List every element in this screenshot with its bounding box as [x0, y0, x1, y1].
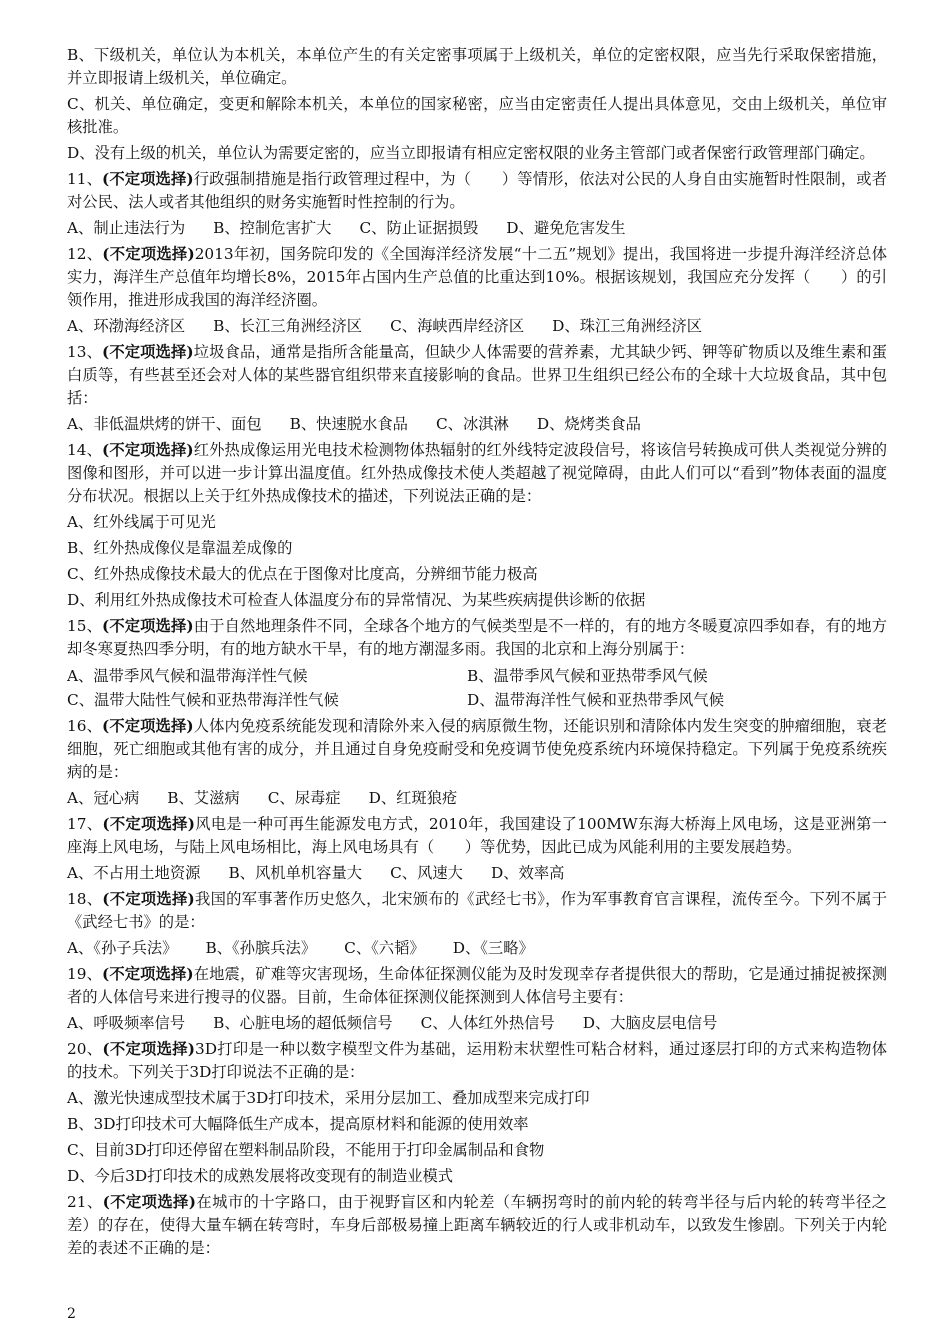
question-number: 18、	[67, 890, 103, 908]
question-type-tag: (不定项选择)	[102, 1040, 196, 1058]
option-b: B、《孙膑兵法》	[205, 939, 317, 957]
question-type-tag: (不定项选择)	[101, 343, 194, 361]
question-17	[67, 813, 887, 859]
question-text: 人体内免疫系统能发现和清除外来入侵的病原微生物，还能识别和清除体内发生突变的肿瘤细胞，衰老细胞，死亡细胞或其他有害的成分，并且通过自身免疫耐受和免疫调节使免疫系统内环境保持稳定。下列属于免疫系统疾病的是：	[67, 717, 887, 781]
option-d: D、珠江三角洲经济区	[552, 317, 703, 335]
option-c: C、温带大陆性气候和亚热带海洋性气候	[67, 691, 339, 709]
question-11	[67, 168, 887, 214]
option-d: D、红斑狼疮	[368, 789, 458, 807]
option-c: C、红外热成像技术最大的优点在于图像对比度高，分辨细节能力极高	[67, 565, 538, 583]
option-a: A、不占用土地资源	[67, 864, 201, 882]
option-d: D、温带海洋性气候和亚热带季风气候	[467, 691, 725, 709]
question-11-options	[67, 217, 887, 240]
question-text: 2013年初，国务院印发的《全国海洋经济发展“十二五”规划》提出，我国将进一步提升海洋经济总体实力，海洋生产总值年均增长8%，2015年占国内生产总值的比重达到10%。根据该规划，我国应充分发挥（ ）的引领作用，推进形成我国的海洋经济圈。	[67, 245, 887, 309]
question-text: 3D打印是一种以数字模型文件为基础，运用粉末状塑性可粘合材料，通过逐层打印的方式来构造物体的技术。下列关于3D打印说法不正确的是：	[67, 1040, 888, 1081]
option-b: B、心脏电场的超低频信号	[213, 1014, 393, 1032]
question-type-tag: (不定项选择)	[101, 617, 194, 635]
question-type-tag: (不定项选择)	[101, 170, 194, 188]
option-b: B、红外热成像仪是靠温差成像的	[67, 539, 293, 557]
option-a: A、温带季风气候和温带海洋性气候	[67, 667, 308, 685]
question-14	[67, 439, 887, 508]
option-a: A、环渤海经济区	[67, 317, 186, 335]
question-type-tag: (不定项选择)	[101, 965, 194, 983]
question-number: 14、	[67, 441, 102, 459]
question-19-options	[67, 1012, 887, 1035]
option-a: A、激光快速成型技术属于3D打印技术，采用分层加工、叠加成型来完成打印	[67, 1089, 590, 1107]
option-c: C、风速大	[390, 864, 463, 882]
option-d: D、今后3D打印技术的成熟发展将改变现有的制造业模式	[67, 1167, 454, 1185]
option-c: C、人体红外热信号	[420, 1014, 555, 1032]
question-15-options	[67, 664, 887, 712]
question-12-options	[67, 315, 887, 338]
option-d: D、效率高	[490, 864, 565, 882]
option-c: C、冰淇淋	[435, 415, 509, 433]
question-number: 21、	[67, 1193, 103, 1211]
question-type-tag: (不定项选择)	[102, 890, 195, 908]
question-type-tag: (不定项选择)	[101, 717, 194, 735]
question-type-tag: (不定项选择)	[101, 441, 194, 459]
question-type-tag: (不定项选择)	[102, 1193, 196, 1211]
option-b: B、快速脱水食品	[289, 415, 408, 433]
option-c: C、防止证据损毁	[359, 219, 479, 237]
option-b: B、控制危害扩大	[213, 219, 332, 237]
option-a: A、《孙子兵法》	[67, 939, 178, 957]
question-number: 16、	[67, 717, 102, 735]
question-16	[67, 715, 887, 784]
option-c: C、目前3D打印还停留在塑料制品阶段，不能用于打印金属制品和食物	[67, 1141, 545, 1159]
question-19	[67, 963, 887, 1009]
question-text: 由于自然地理条件不同，全球各个地方的气候类型是不一样的，有的地方冬暖夏凉四季如春，有的地方却冬寒夏热四季分明，有的地方缺水干旱，有的地方潮湿多雨。我国的北京和上海分别属于：	[67, 617, 887, 658]
option-d: D、《三略》	[452, 939, 534, 957]
question-text: 行政强制措施是指行政管理过程中，为（ ）等情形，依法对公民的人身自由实施暂时性限制，或者对公民、法人或者其他组织的财务实施暂时性控制的行为。	[67, 170, 887, 211]
option-d: D、烧烤类食品	[536, 415, 641, 433]
question-17-options	[67, 862, 887, 885]
intro-option-c: C、机关、单位确定，变更和解除本机关，本单位的国家秘密，应当由定密责任人提出具体意见，交由上级机关，单位审核批准。	[67, 95, 887, 136]
question-type-tag: (不定项选择)	[102, 815, 195, 833]
question-number: 11、	[67, 170, 102, 188]
question-18	[67, 888, 887, 934]
option-d: D、利用红外热成像技术可检查人体温度分布的异常情况、为某些疾病提供诊断的依据	[67, 591, 646, 609]
option-b: B、艾滋病	[167, 789, 240, 807]
intro-option-b: B、下级机关，单位认为本机关，本单位产生的有关定密事项属于上级机关，单位的定密权限，应当先行采取保密措施，并立即报请上级机关，单位确定。	[67, 46, 887, 87]
question-text: 在城市的十字路口，由于视野盲区和内轮差（车辆拐弯时的前内轮的转弯半径与后内轮的转弯半径之差）的存在，使得大量车辆在转弯时，车身后部极易撞上距离车辆较近的行人或非机动车，以致发生惨剧。下列关于内轮差的表述不正确的是：	[67, 1193, 887, 1257]
question-number: 19、	[67, 965, 102, 983]
question-number: 15、	[67, 617, 102, 635]
intro-option-d: D、没有上级的机关，单位认为需要定密的，应当立即报请有相应定密权限的业务主管部门或者保密行政管理部门确定。	[67, 144, 875, 162]
question-13-options	[67, 413, 887, 436]
option-a: A、非低温烘烤的饼干、面包	[67, 415, 262, 433]
question-21	[67, 1191, 887, 1260]
question-text: 红外热成像运用光电技术检测物体热辐射的红外线特定波段信号，将该信号转换成可供人类视觉分辨的图像和图形，并可以进一步计算出温度值。红外热成像技术使人类超越了视觉障碍，由此人们可以“看到”物体表面的温度分布状况。根据以上关于红外热成像技术的描述，下列说法正确的是：	[67, 441, 887, 505]
question-text: 垃圾食品，通常是指所含能量高，但缺少人体需要的营养素，尤其缺少钙、钾等矿物质以及维生素和蛋白质等，有些甚至还会对人体的某些器官组织带来直接影响的食品。世界卫生组织已经公布的全球十大垃圾食品，其中包括：	[67, 343, 887, 407]
question-number: 17、	[67, 815, 103, 833]
option-b: B、3D打印技术可大幅降低生产成本，提高原材料和能源的使用效率	[67, 1115, 529, 1133]
option-a: A、冠心病	[67, 789, 140, 807]
option-c: C、尿毒症	[267, 789, 341, 807]
option-b: B、风机单机容量大	[228, 864, 363, 882]
question-12	[67, 243, 887, 312]
question-13	[67, 341, 887, 410]
question-number: 12、	[67, 245, 103, 263]
option-c: C、海峡西岸经济区	[390, 317, 525, 335]
option-b: B、温带季风气候和亚热带季风气候	[467, 667, 708, 685]
question-text: 风电是一种可再生能源发电方式，2010年，我国建设了100MW东海大桥海上风电场，这是亚洲第一座海上风电场，与陆上风电场相比，海上风电场具有（ ）等优势，因此已成为风能利用的主要发展趋势。	[67, 815, 888, 856]
question-text: 在地震，矿难等灾害现场，生命体征探测仪能为及时发现幸存者提供很大的帮助，它是通过捕捉被探测者的人体信号来进行搜寻的仪器。目前，生命体征探测仪能探测到人体信号主要有：	[67, 965, 887, 1006]
page-number: 2	[67, 1306, 76, 1322]
question-type-tag: (不定项选择)	[102, 245, 195, 263]
question-text: 我国的军事著作历史悠久，北宋颁布的《武经七书》，作为军事教育官言课程，流传至今。下列不属于《武经七书》的是：	[67, 890, 887, 931]
option-b: B、长江三角洲经济区	[213, 317, 363, 335]
question-16-options	[67, 787, 887, 810]
question-18-options	[67, 937, 887, 960]
option-d: D、避免危害发生	[506, 219, 626, 237]
option-a: A、制止违法行为	[67, 219, 186, 237]
option-d: D、大脑皮层电信号	[582, 1014, 718, 1032]
option-a: A、呼吸频率信号	[67, 1014, 186, 1032]
option-a: A、红外线属于可见光	[67, 513, 216, 531]
question-15	[67, 615, 887, 661]
question-number: 13、	[67, 343, 102, 361]
document-body	[67, 44, 887, 1263]
question-number: 20、	[67, 1040, 103, 1058]
question-20	[67, 1038, 887, 1084]
option-c: C、《六韬》	[344, 939, 425, 957]
